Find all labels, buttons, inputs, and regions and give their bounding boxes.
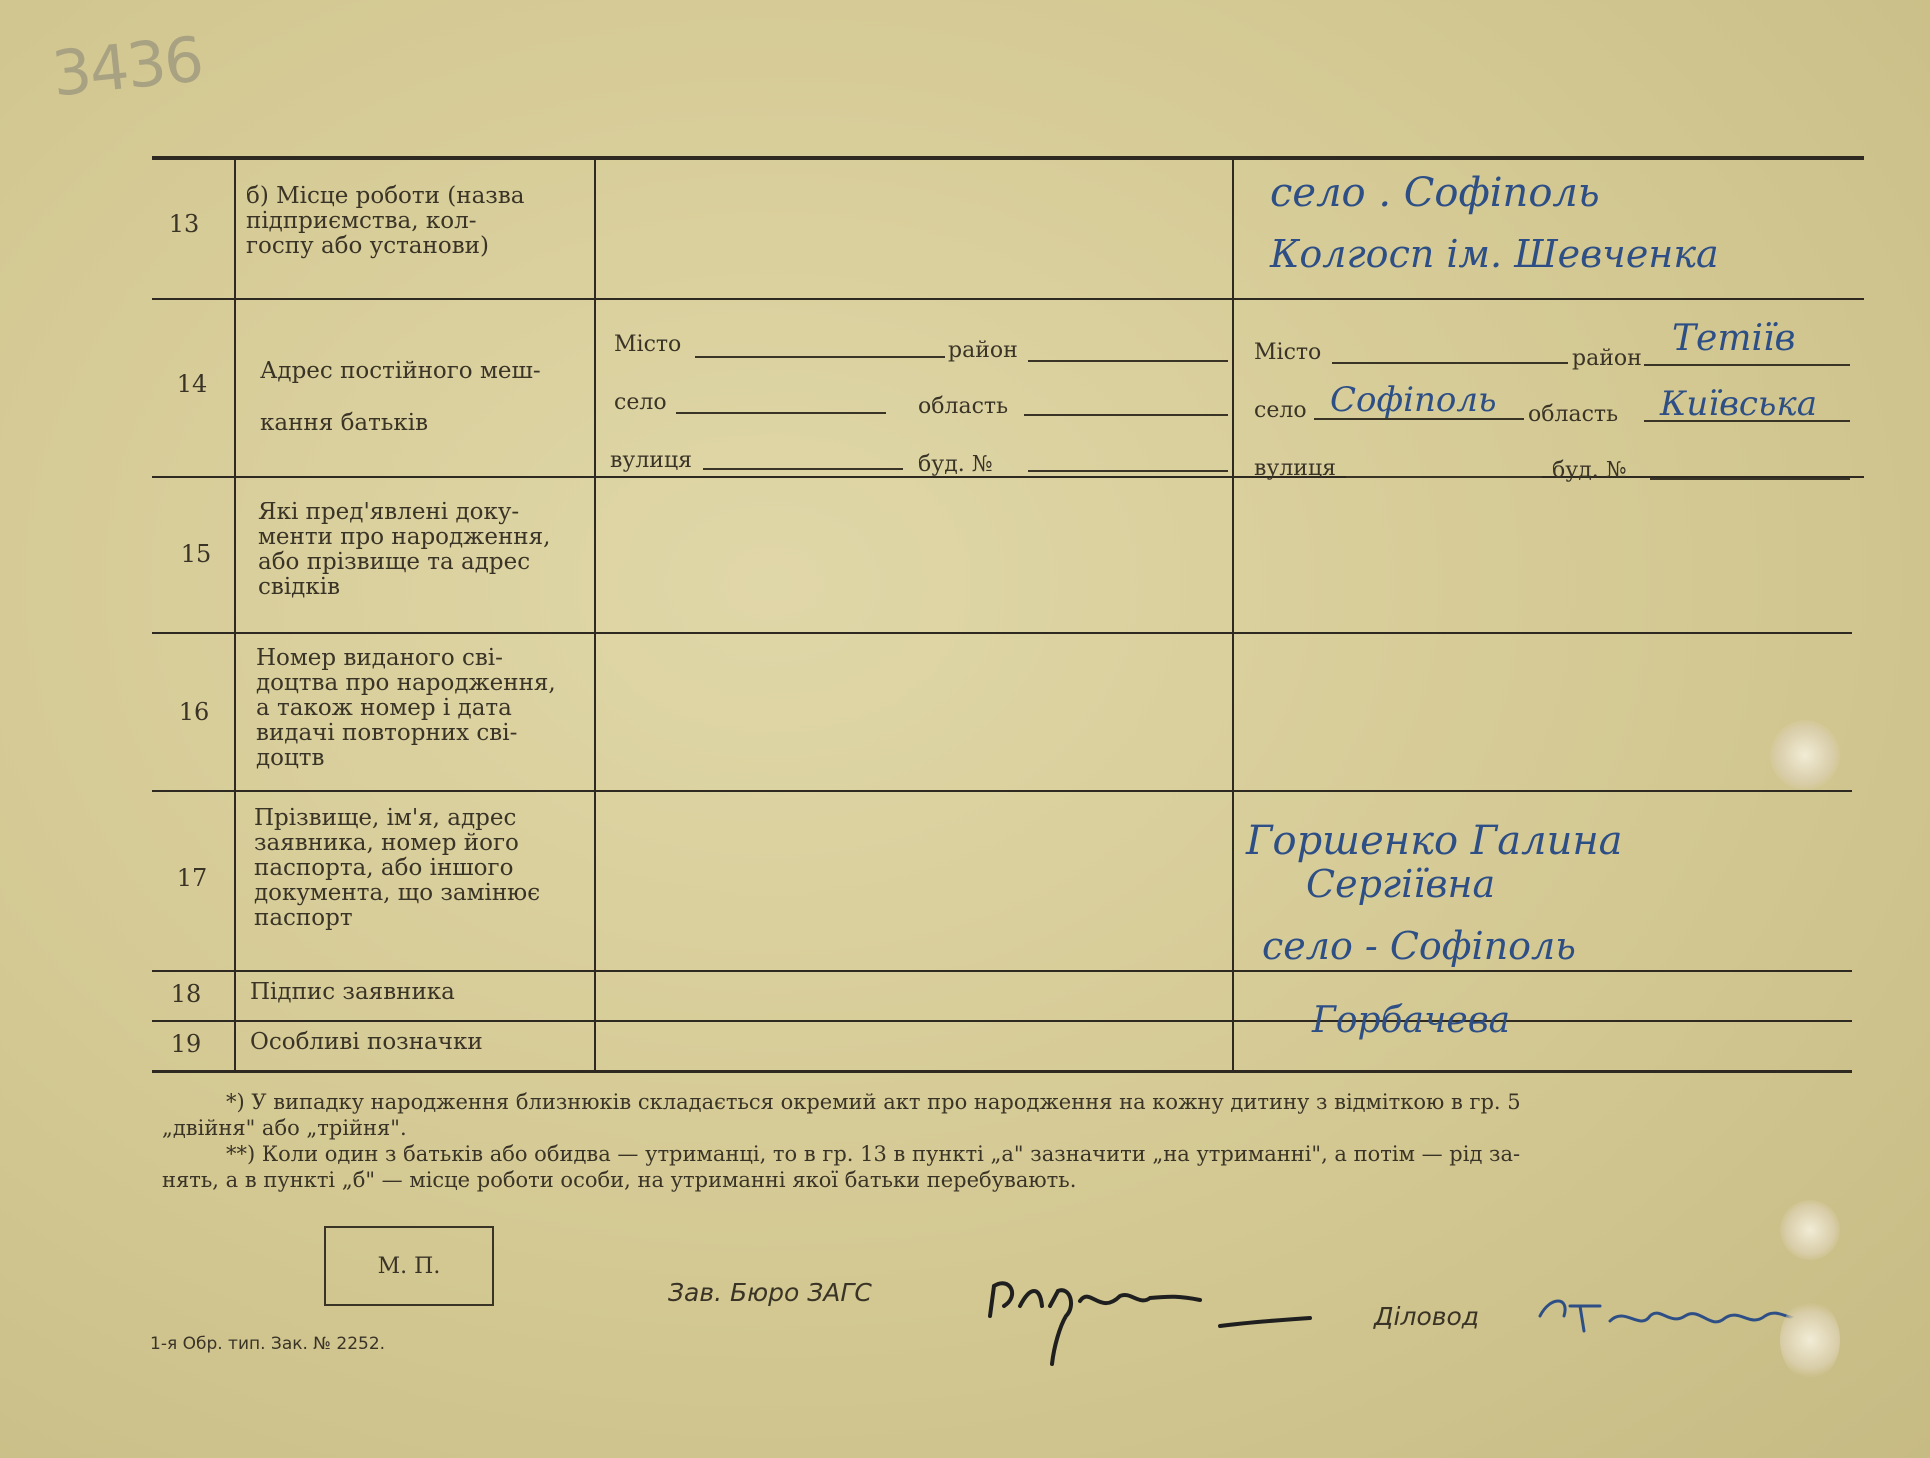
footnote-1-line-1: *) У випадку народження близнюків складається окремий акт про народження на кожну дитину з відміткою в гр. 5 — [226, 1090, 1521, 1114]
row-label-15: Які пред'явлені доку- менти про народження, або прізвище та адрес свідків — [258, 499, 551, 600]
row-number-13: 13 — [168, 210, 200, 238]
handwritten-applicant-patronymic: Сергіївна — [1306, 862, 1496, 906]
footnote-2-line-1: **) Коли один з батьків або обидва — утриманці, то в гр. 13 в пункті „а" зазначити „на утриманні", а потім — рід за- — [226, 1142, 1521, 1166]
paper-hole-right-3 — [1780, 1300, 1840, 1380]
col3-raion-line — [1644, 364, 1850, 366]
handwritten-raion: Тетіїв — [1672, 318, 1796, 359]
col2-misto-label: Місто — [614, 332, 682, 357]
col3-misto-label: Місто — [1254, 340, 1322, 365]
col3-oblast-label: область — [1528, 402, 1619, 427]
handwritten-applicant-name: Горшенко Галина — [1246, 818, 1623, 864]
print-info: 1-я Обр. тип. Зак. № 2252. — [150, 1334, 386, 1354]
row-number-17: 17 — [176, 864, 208, 892]
row-number-16: 16 — [178, 698, 210, 726]
col2-misto-line — [695, 356, 945, 358]
row-label-16: Номер виданого сві- доцтва про народження, а також номер і дата видачі повторних сві- доцтв — [256, 645, 556, 771]
col3-raion-label: район — [1572, 346, 1642, 371]
col3-bud-label: буд. № — [1552, 458, 1627, 483]
row-label-17: Прізвище, ім'я, адрес заявника, номер його паспорта, або іншого документа, що замінює паспорт — [254, 805, 541, 931]
col2-selo-line — [676, 412, 886, 414]
col2-vulytsia-label: вулиця — [610, 448, 692, 473]
handwritten-oblast: Київська — [1660, 384, 1818, 424]
row-divider-18 — [152, 1020, 1852, 1022]
row-number-15: 15 — [180, 540, 212, 568]
footnote-1-line-2: „двійня" або „трійня". — [162, 1116, 407, 1140]
col2-oblast-label: область — [918, 394, 1009, 419]
handwritten-workplace-kolkhoz: Колгосп ім. Шевченка — [1270, 232, 1719, 276]
archive-number: 3436 — [48, 22, 206, 111]
col3-bud-line — [1650, 478, 1850, 480]
col2-raion-label: район — [948, 338, 1018, 363]
row-label-18: Підпис заявника — [250, 979, 455, 1005]
row-divider-13 — [152, 298, 1864, 300]
registry-head-label: Зав. Бюро ЗАГС — [668, 1278, 872, 1307]
row-divider-15 — [152, 632, 1852, 634]
row-label-14: Адрес постійного меш- кання батьків — [260, 358, 541, 436]
handwritten-applicant-village: село - Софіполь — [1262, 924, 1576, 968]
row-label-13: б) Місце роботи (назва підприємства, кол- госпу або установи) — [246, 183, 525, 259]
col3-selo-label: село — [1254, 398, 1307, 423]
paper-hole-right-1 — [1770, 720, 1840, 790]
footnote-2-line-2: нять, а в пункті „б" — місце роботи особи, на утриманні якої батьки перебувають. — [162, 1168, 1077, 1192]
clerk-label: Діловод — [1374, 1302, 1480, 1331]
col3-vulytsia-label: вулиця — [1254, 456, 1336, 481]
table-top-rule — [152, 156, 1864, 160]
registry-head-signature — [980, 1246, 1340, 1366]
stamp-label: М. П. — [377, 1253, 441, 1279]
row-number-18: 18 — [170, 980, 202, 1008]
col-divider-num — [234, 160, 236, 1070]
col3-misto-line — [1332, 362, 1568, 364]
table-bottom-rule — [152, 1070, 1852, 1073]
col2-oblast-line — [1024, 414, 1228, 416]
col-divider-label — [594, 160, 596, 1070]
handwritten-selo: Софіполь — [1330, 380, 1497, 420]
col2-bud-line — [1028, 470, 1228, 472]
col2-bud-label: буд. № — [918, 452, 993, 477]
row-number-14: 14 — [176, 370, 208, 398]
stamp-placeholder-box — [324, 1226, 494, 1306]
handwritten-applicant-signature: Горбачева — [1312, 1000, 1511, 1041]
col3-vulytsia-line — [1346, 476, 1542, 478]
row-divider-17 — [152, 970, 1852, 972]
row-number-19: 19 — [170, 1030, 202, 1058]
col2-selo-label: село — [614, 390, 667, 415]
col2-vulytsia-line — [703, 468, 903, 470]
row-divider-16 — [152, 790, 1852, 792]
row-label-19: Особливі позначки — [250, 1029, 483, 1055]
handwritten-workplace-village: село . Софіполь — [1270, 170, 1600, 216]
col2-raion-line — [1028, 360, 1228, 362]
paper-hole-right-2 — [1780, 1200, 1840, 1260]
col-divider-data — [1232, 160, 1234, 1070]
